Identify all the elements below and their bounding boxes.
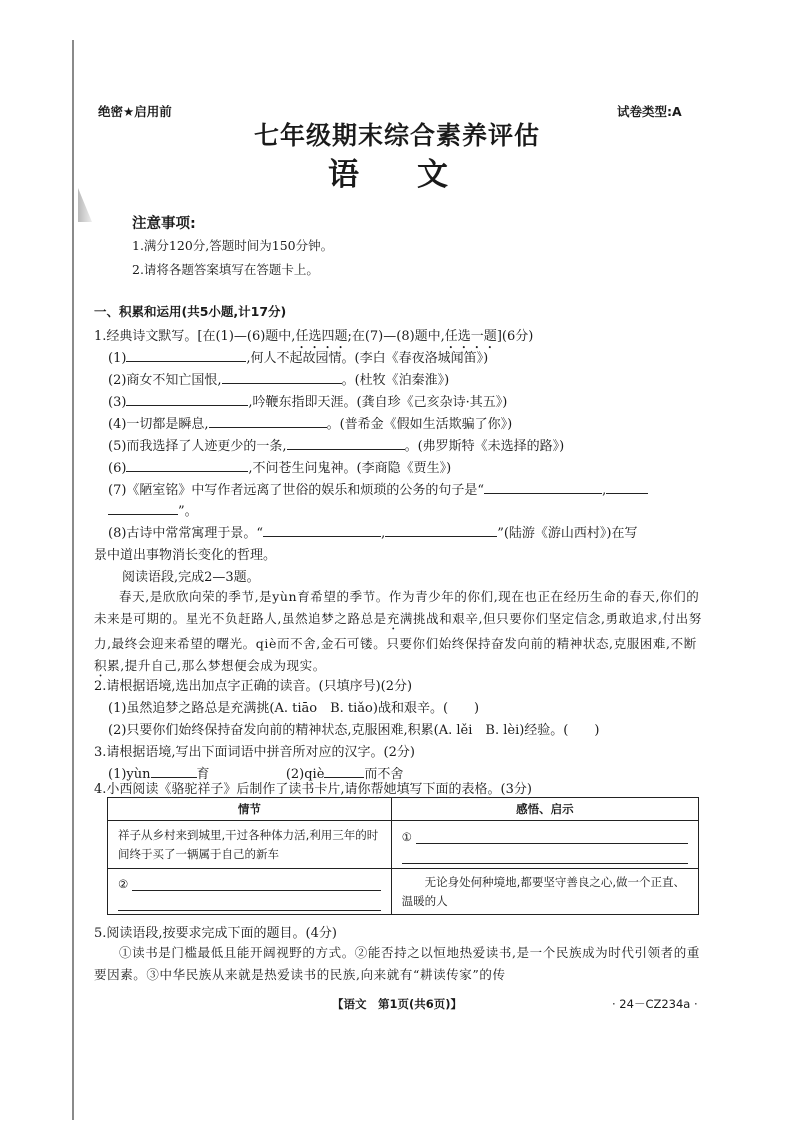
answer-blank[interactable] <box>151 764 197 778</box>
q5-stem: 5.阅读语段,按要求完成下面的题目。(4分) <box>94 926 337 941</box>
emphasis-char: 充 <box>386 611 400 626</box>
answer-blank[interactable] <box>263 523 381 537</box>
reading-intro: 阅读语段,完成2—3题。 <box>122 570 260 585</box>
q1-item-5: (5)而我选择了人迹更少的一条, 。(弗罗斯特《未选择的路》) <box>108 435 564 454</box>
subject-title: 语文 <box>328 157 506 193</box>
answer-blank[interactable] <box>126 392 248 406</box>
answer-blank[interactable] <box>385 523 497 537</box>
answer-blank[interactable] <box>132 873 380 891</box>
page-footer: 【语文 第1页(共6页)】 <box>331 997 462 1011</box>
q1-item-7-cont: ”。 <box>108 500 198 519</box>
table-cell[interactable]: ① <box>391 821 698 869</box>
table-cell: 祥子从乡村来到城里,干过各种体力活,利用三年的时间终于买了一辆属于自己的新车 <box>108 821 392 869</box>
q1-item-6: (6) ,不问苍生问鬼神。(李商隐《贾生》) <box>108 457 451 476</box>
table-cell: 无论身处何种境地,都要坚守善良之心,做一个正直、温暖的人 <box>391 869 698 915</box>
q1-item-1: (1) ,何人不起故园情。(李白《春夜洛城闻笛》) <box>108 347 488 366</box>
table-header: 感悟、启示 <box>391 798 698 821</box>
q1-stem: 1.经典诗文默写。[在(1)—(6)题中,任选四题;在(7)—(8)题中,任选一题](6分) <box>94 329 534 344</box>
scan-edge-line <box>72 40 74 1120</box>
q1-item-4: (4)一切都是瞬息, 。(普希金《假如生活欺骗了你》) <box>108 413 512 432</box>
answer-blank[interactable] <box>209 414 327 428</box>
table-header: 情节 <box>108 798 392 821</box>
emphasis-text: 任选一题 <box>444 329 497 344</box>
q3-items: (1)yùn 育 (2)qiè 而不舍 <box>108 763 403 782</box>
section-heading: 一、积累和运用(共5小题,计17分) <box>94 304 287 319</box>
emphasis-text: 任选四题 <box>295 329 348 344</box>
paper-code: · 24－CZ234a · <box>612 997 698 1011</box>
q2-item-1: (1)虽然追梦之路总是充满挑(A. tiāo B. tiǎo)战和艰辛。( ) <box>108 701 480 716</box>
answer-blank[interactable] <box>287 436 405 450</box>
paper-type-label: 试卷类型:A <box>617 104 682 119</box>
notice-item: 2.请将各题答案填写在答题卡上。 <box>132 262 319 277</box>
q1-item-3: (3) ,吟鞭东指即天涯。(龚自珍《己亥杂诗·其五》) <box>108 391 507 410</box>
answer-blank[interactable] <box>222 370 342 384</box>
notice-heading: 注意事项: <box>132 216 196 232</box>
answer-blank[interactable] <box>118 893 381 911</box>
answer-blank[interactable] <box>126 458 248 472</box>
q2-item-2: (2)只要你们始终保持奋发向前的精神状态,克服困难,积累(A. lěi B. lèi)经验。( ) <box>108 723 600 738</box>
answer-blank[interactable] <box>402 846 688 864</box>
q5-passage: ①读书是门槛最低且能开阔视野的方式。②能否持之以恒地热爱读书,是一个民族成为时代引领者的重要因素。③中华民族从来就是热爱读书的民族,向来就有“耕读传家”的传 <box>94 945 700 982</box>
notice-item: 1.满分120分,答题时间为150分钟。 <box>132 238 334 253</box>
answer-blank[interactable] <box>126 348 246 362</box>
answer-blank[interactable] <box>108 501 178 515</box>
q1-item-7: (7)《陋室铭》中写作者远离了世俗的娱乐和烦琐的公务的句子是“ , <box>108 479 648 498</box>
answer-blank[interactable] <box>606 480 648 494</box>
q1-item-8-cont: 景中道出事物消长变化的哲理。 <box>94 548 277 563</box>
answer-blank[interactable] <box>324 764 364 778</box>
q1-item-2: (2)商女不知亡国恨, 。(杜牧《泊秦淮》) <box>108 369 449 388</box>
answer-blank[interactable] <box>416 826 688 844</box>
answer-blank[interactable] <box>484 480 602 494</box>
emphasis-char: 积 <box>94 658 108 673</box>
reading-card-table <box>107 797 699 915</box>
reading-passage: 春天,是欣欣向荣的季节,是yùn育希望的季节。作为青少年的你们,现在也正在经历生命的春天,你们的未来是可期的。星光不负赶路人,虽然追梦之路总是充满挑战和艰辛,但只要你们坚定信念,勇敢追求,付出努力,最终会迎来希望的曙光。qiè而不舍,金石可镂。只要你们始终保持奋发向前的精神状态,克服困难,不断积累,提升自己,那么梦想便会成为现实。 <box>94 589 702 673</box>
confidential-label: 绝密★启用前 <box>98 104 172 119</box>
q3-stem: 3.请根据语境,写出下面词语中拼音所对应的汉字。(2分) <box>94 745 415 760</box>
exam-title: 七年级期末综合素养评估 <box>253 121 540 150</box>
q4-stem: 4.小西阅读《骆驼祥子》后制作了读书卡片,请你帮她填写下面的表格。(3分) <box>94 782 532 797</box>
q2-stem: 2.请根据语境,选出加点字正确的读音。(只填序号)(2分) <box>94 679 413 694</box>
table-cell[interactable]: ② <box>108 869 392 915</box>
q1-item-8: (8)古诗中常常寓理于景。“ , ”(陆游《游山西村》)在写 <box>108 522 638 541</box>
